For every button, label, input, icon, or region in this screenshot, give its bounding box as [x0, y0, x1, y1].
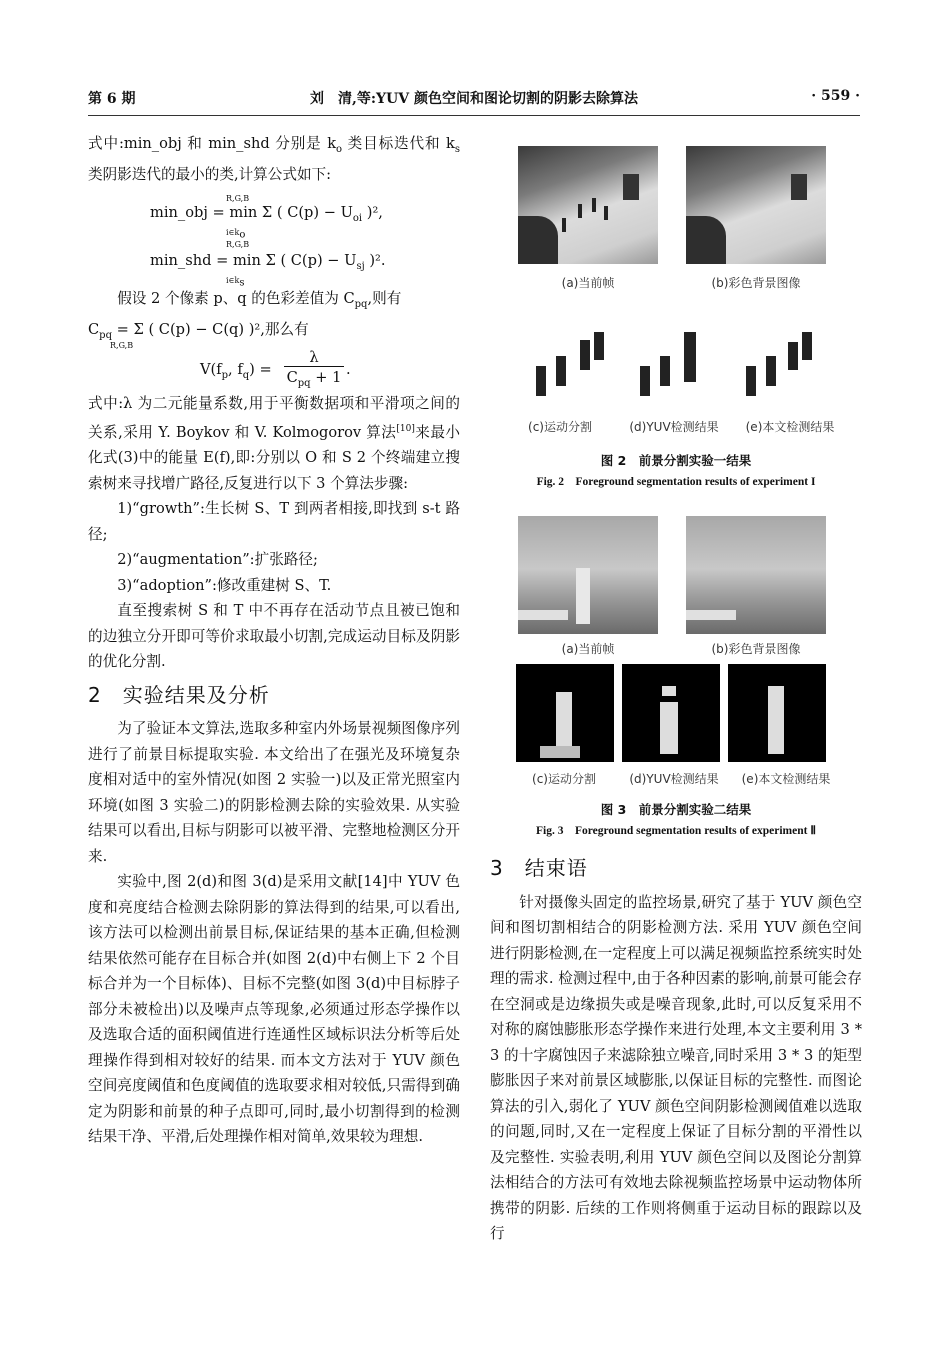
step-augmentation: 2)“augmentation”:扩张路径;: [117, 551, 318, 569]
formula-v: $V(f_p$, $f_q$) = λ $C_{pq} + 1$ .: [200, 349, 351, 390]
para-def: 式中:min_obj 和 min_shd 分别是 $k_o$ 类目标迭代和 $k_s$ 类阴影迭代的最小的类,计算公式如下:: [88, 135, 461, 184]
section-2-heading: 2 实验结果及分析: [88, 682, 270, 707]
para-lambda: 式中:λ 为二元能量系数,用于平衡数据项和平滑项之间的关系,采用 Y. Boykov 和 V. Kolmogorov 算法[10]来最小化式(3)中的能量 E(f),即:分别以 O 和 S 2 个终端建立搜索树来寻找增广路径,反复进行以下 3 个算法步骤:: [88, 395, 460, 492]
fig3a-caption: (a)当前帧: [561, 642, 615, 656]
fig3-caption-cn: 图 3 前景分割实验二结果: [600, 802, 752, 817]
right-column: [490, 856, 862, 1247]
fig3d-caption: (d)YUV检测结果: [629, 772, 719, 786]
fig3b-caption: (b)彩色背景图像: [711, 642, 801, 656]
fig2a-caption: (a)当前帧: [561, 276, 615, 290]
header-rule: [88, 115, 860, 116]
fig2d-image: [630, 330, 714, 408]
fig3d-image: [622, 664, 720, 762]
fig3a-image: [518, 516, 658, 634]
fig3b-image: [686, 516, 826, 634]
para-conclusion: 针对摄像头固定的监控场景,研究了基于 YUV 颜色空间和图切割相结合的阴影检测方法. 采用 YUV 颜色空间进行阴影检测,在一定程度上可以满足视频监控系统实时处理的需求. 检测过程中,由于各种因素的影响,前景可能会存在空洞或是边缘损失或是噪音现象,此时,可以反复采用不对称的腐蚀膨胀形态学操作来进行处理,本文主要利用 3 * 3 的十字腐蚀因子来滤除独立噪音,同时采用 3 * 3 的矩型膨胀因子来对前景区域膨胀,以保证目标的完整性. 而图论算法的引入,弱化了 YUV 颜色空间阴影检测阈值难以选取的问题,同时,又在一定程度上保证了目标分割的平滑性以及完整性. 实验表明,利用 YUV 颜色空间以及图论分割算法相结合的方法可有效地去除视频监控场景中运动物体所携带的阴影. 后续的工作则将侧重于运动目标的跟踪以及行: [490, 893, 862, 1242]
fig2c-caption: (c)运动分割: [528, 420, 592, 434]
para-mincut: 直至搜索树 S 和 T 中不再存在活动节点且被已饱和的边独立分开即可等价求取最小切割,完成运动目标及阴影的优化分割.: [88, 602, 460, 671]
para-pixel-diff: 假设 2 个像素 p、q 的色彩差值为 $C_{pq}$,则有: [117, 289, 402, 310]
fig2-caption-en: Fig. 2 Foreground segmentation results of experiment I: [536, 476, 816, 488]
step-adoption: 3)“adoption”:修改重建树 S、T.: [117, 576, 332, 594]
fig2e-image: [734, 330, 818, 408]
issue-number: 第 6 期: [88, 91, 136, 107]
fig3c-image: [516, 664, 614, 762]
fig2d-caption: (d)YUV检测结果: [629, 420, 719, 434]
fig2e-caption: (e)本文检测结果: [745, 420, 835, 434]
fig3-caption-en: Fig. 3 Foreground segmentation results of experiment Ⅱ: [535, 825, 817, 837]
running-title: 刘 清,等:YUV 颜色空间和图论切割的阴影去除算法: [310, 91, 638, 107]
figure-3: [490, 512, 862, 842]
fig2-caption-cn: 图 2 前景分割实验一结果: [600, 453, 752, 468]
para-experiment: 为了验证本文算法,选取多种室内外场景视频图像序列进行了前景目标提取实验. 本文给出了在强光及环境复杂度相对适中的室外情况(如图 2 实验一)以及正常光照室内环境(如图 3 实验二)的阴影检测去除的实验效果. 从实验结果可以看出,目标与阴影可以被平滑、完整地检测区分开来.: [88, 720, 460, 865]
fig3c-caption: (c)运动分割: [532, 772, 596, 786]
step-growth: 1)“growth”:生长树 S、T 到两者相接,即找到 s-t 路径;: [88, 500, 460, 543]
fig2a-image: [518, 146, 658, 264]
fig3e-caption: (e)本文检测结果: [741, 772, 831, 786]
formula-min-shd: R,G,B min_shd = min Σ ( $C(p) - U_{sj}$ )². $i\in k_s$: [150, 239, 386, 289]
fig3e-image: [728, 664, 826, 762]
para-cpq: $C_{pq} = \Sigma$ ( C(p) − C(q) )²,那么有 R,G,B: [88, 321, 309, 351]
fig2b-caption: (b)彩色背景图像: [711, 276, 801, 290]
figure-2: [490, 140, 862, 490]
section-3-heading: 3 结束语: [490, 856, 588, 880]
running-header: [88, 88, 860, 114]
left-column: [88, 131, 460, 1150]
fig2c-image: [526, 330, 610, 408]
formula-min-obj: R,G,B min_obj = min Σ ( $C(p) - U_{oi}$ )², $i\in k_o$: [150, 193, 383, 241]
fig2b-image: [686, 146, 826, 264]
para-analysis: 实验中,图 2(d)和图 3(d)是采用文献[14]中 YUV 色度和亮度结合检测去除阴影的算法得到的结果,可以看出,该方法可以检测出前景目标,保证结果的基本正确,但检测结果依然可能存在目标合并(如图 2(d)中右侧上下 2 个目标合并为一个目标体)、目标不完整(如图 3(d)中目标脖子部分未被检出)以及噪声点等现象,必须通过形态学操作以及选取合适的面积阈值进行连通性区域标识法分析等后处理操作得到相对较好的结果. 而本文方法对于 YUV 颜色空间亮度阈值和色度阈值的选取要求相对较低,只需得到确定为阴影和前景的种子点即可,同时,最小切割得到的检测结果干净、平滑,后处理操作相对简单,效果较为理想.: [88, 873, 460, 1146]
page-number: · 559 ·: [811, 88, 860, 104]
